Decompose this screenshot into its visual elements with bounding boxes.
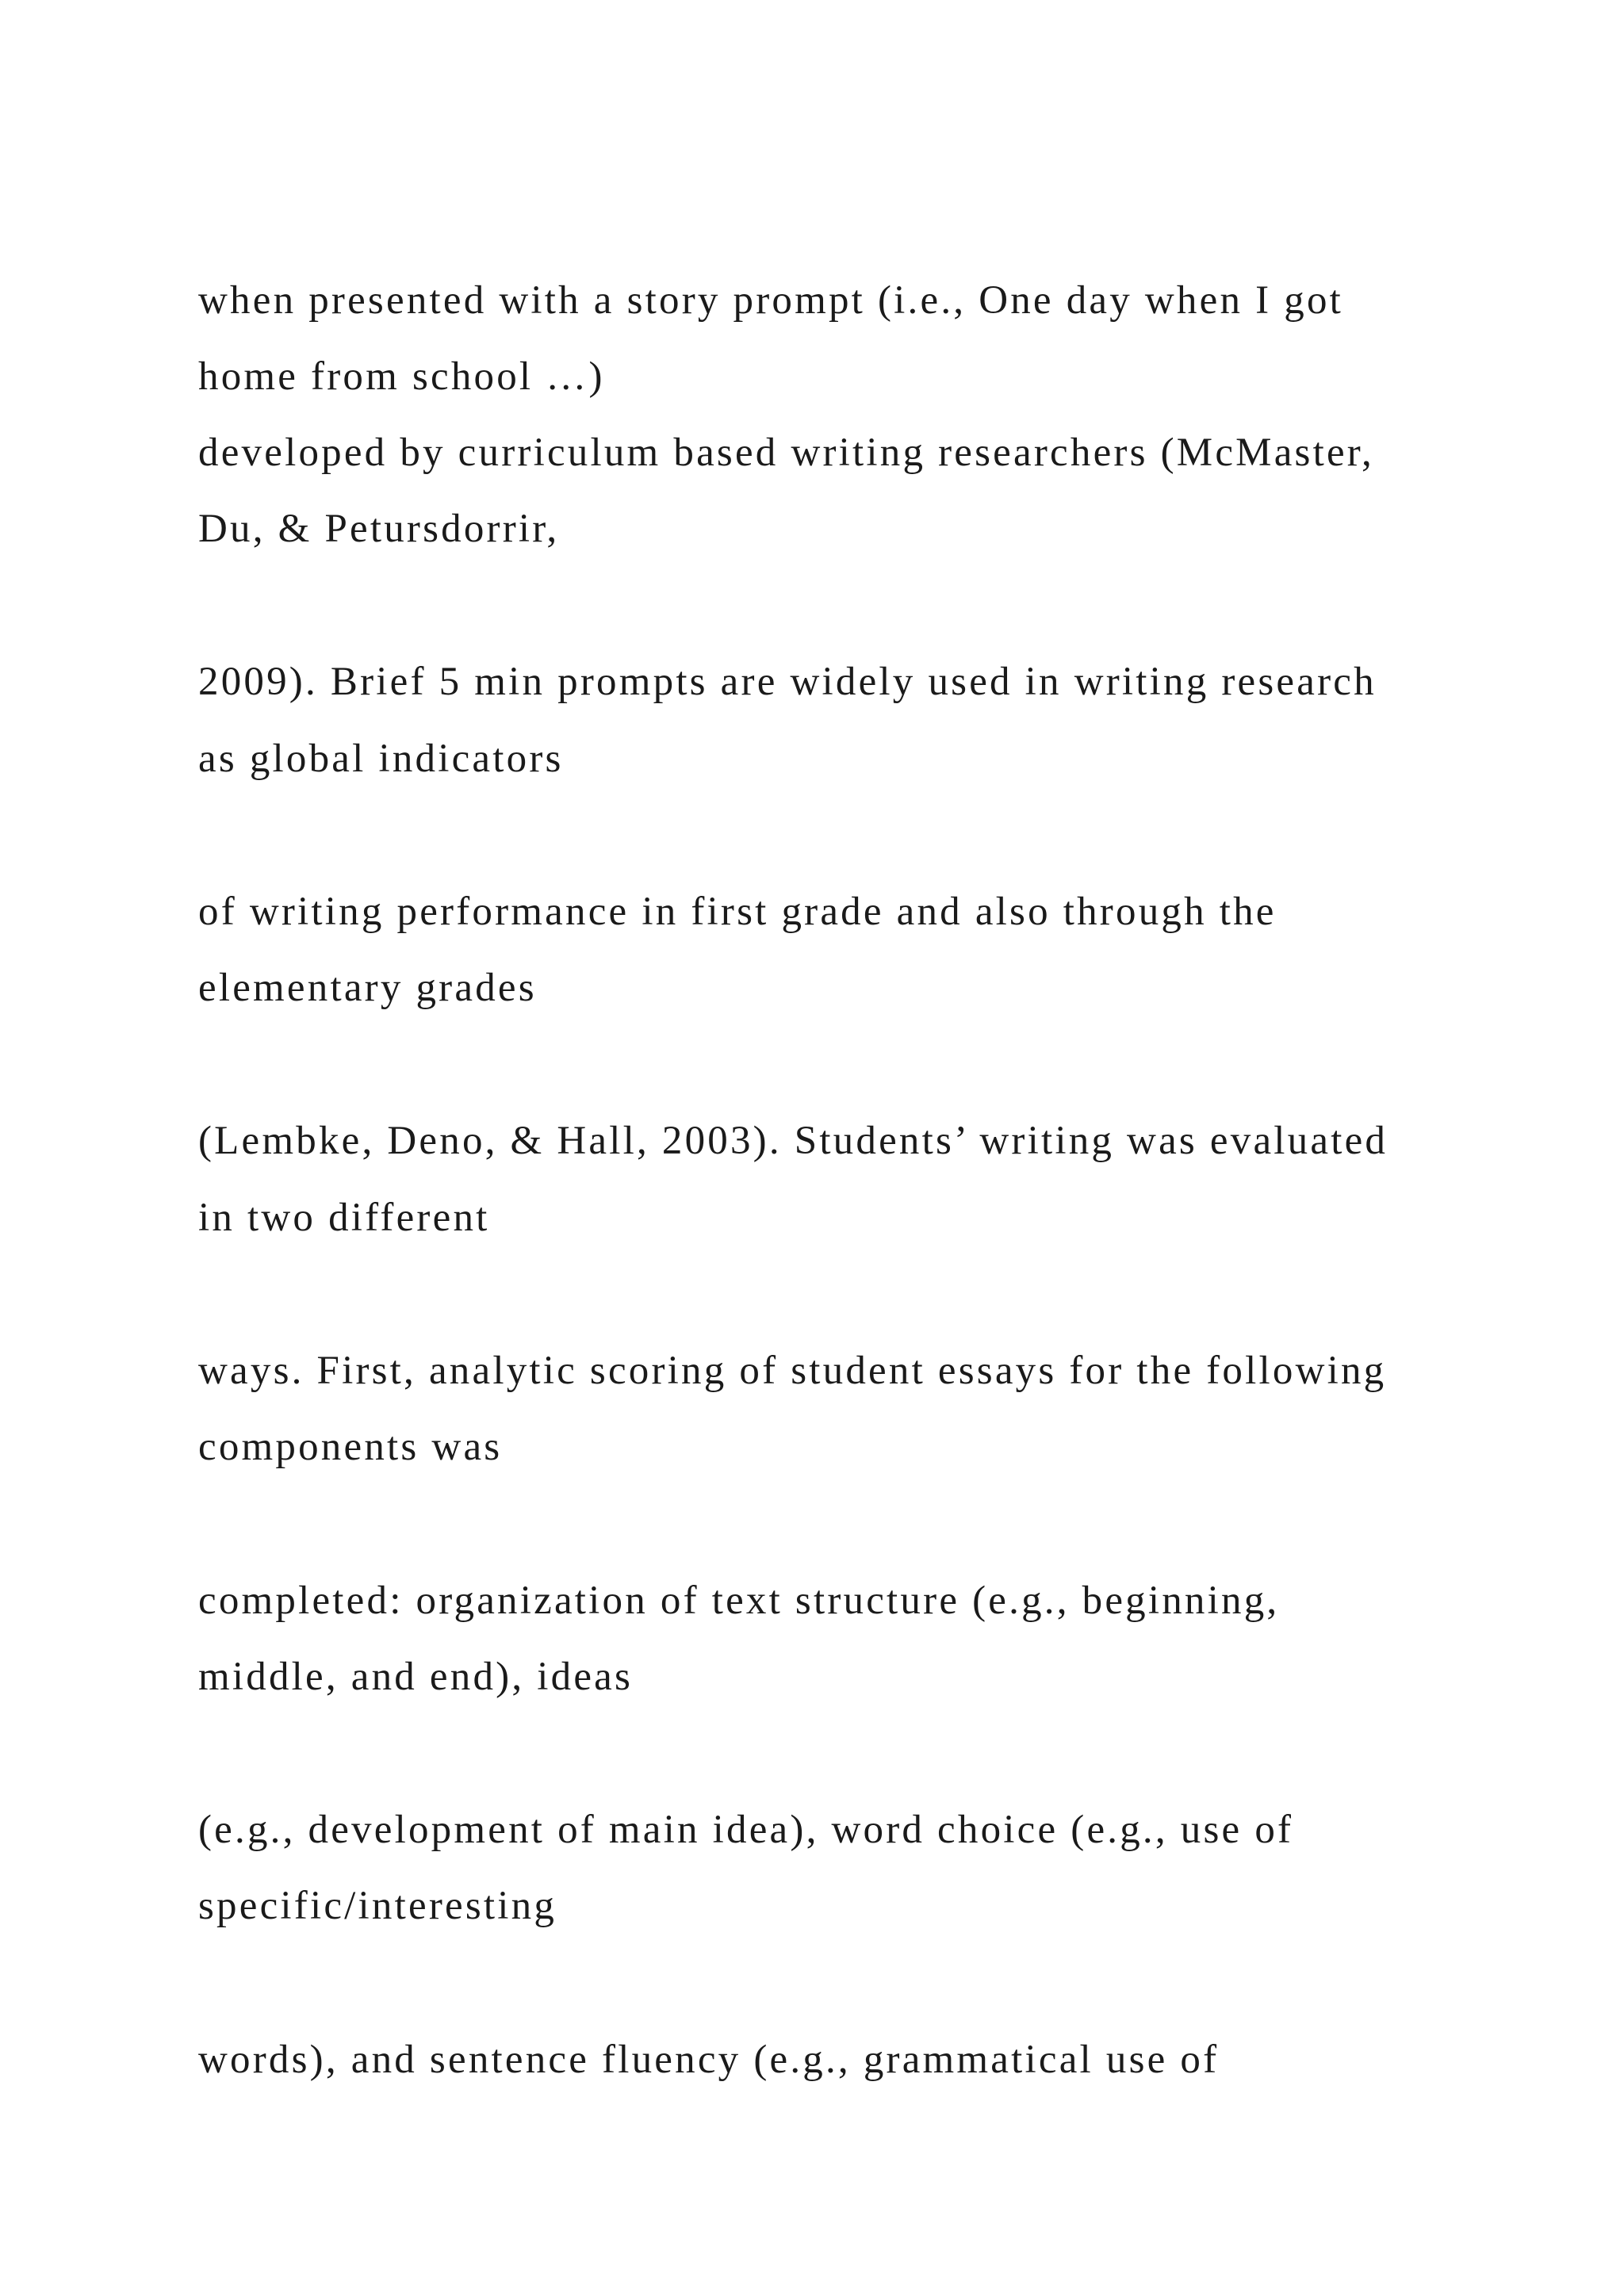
text-line: (e.g., development of main idea), word choice (e.g., use of bbox=[198, 1808, 1294, 1852]
text-line: of writing performance in first grade and also through the bbox=[198, 890, 1277, 934]
text-line: as global indicators bbox=[198, 737, 564, 781]
text-line: words), and sentence fluency (e.g., grammatical use of bbox=[198, 2038, 1220, 2082]
text-line: specific/interesting bbox=[198, 1884, 557, 1928]
text-line: in two different bbox=[198, 1196, 490, 1240]
text-line: when presented with a story prompt (i.e., One day when I got bbox=[198, 278, 1344, 323]
text-line: middle, and end), ideas bbox=[198, 1655, 634, 1699]
text-line: elementary grades bbox=[198, 966, 537, 1010]
text-line: Du, & Petursdorrir, bbox=[198, 507, 560, 551]
text-line: developed by curriculum based writing researchers (McMaster, bbox=[198, 430, 1374, 475]
text-line: 2009). Brief 5 min prompts are widely used in writing research bbox=[198, 660, 1377, 704]
text-line: components was bbox=[198, 1425, 503, 1469]
text-line: home from school …) bbox=[198, 354, 605, 399]
text-line: completed: organization of text structure (e.g., beginning, bbox=[198, 1578, 1280, 1623]
text-line: ways. First, analytic scoring of student essays for the following bbox=[198, 1349, 1387, 1393]
text-line: (Lembke, Deno, & Hall, 2003). Students’ writing was evaluated bbox=[198, 1119, 1388, 1163]
